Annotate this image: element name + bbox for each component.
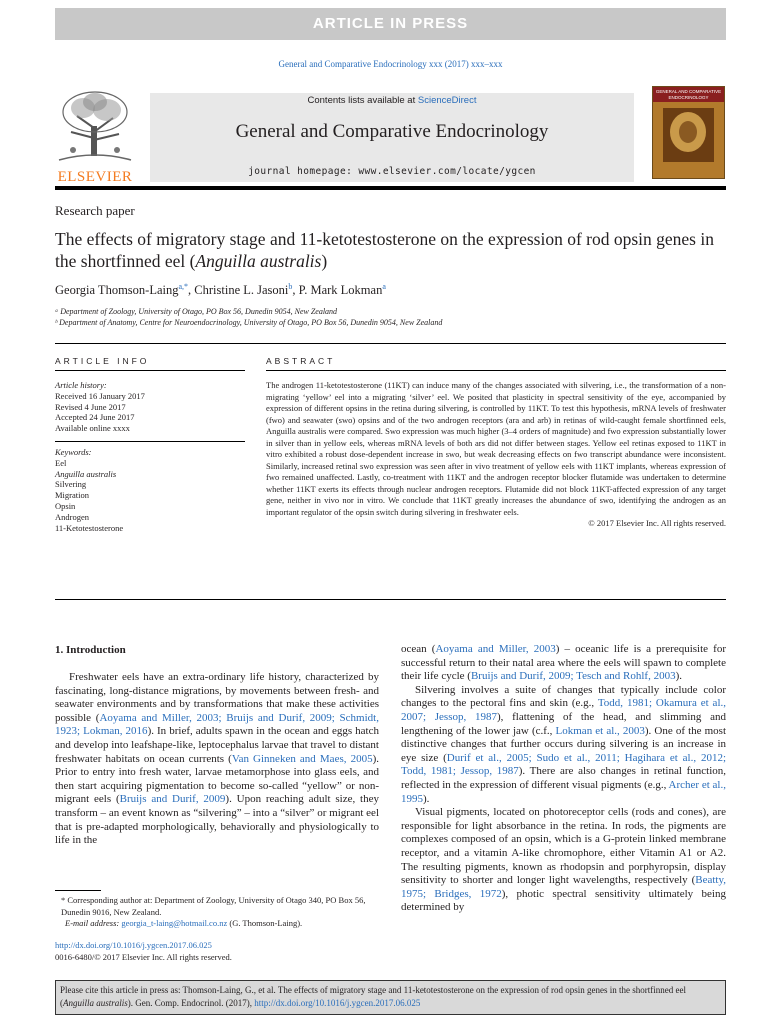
footnote-rule (55, 890, 101, 891)
abstract-body (266, 380, 726, 530)
keywords-rule (55, 441, 245, 442)
abstract-end-rule (55, 599, 726, 600)
keyword-item: Androgen (55, 511, 89, 522)
citation-link[interactable]: Lokman et al., 2003 (555, 724, 645, 737)
keyword-item: Eel (55, 457, 67, 468)
author2-affil-link[interactable]: b (288, 282, 293, 291)
cover-title: GENERAL AND COMPARATIVE ENDOCRINOLOGY (653, 87, 724, 102)
history-accepted: Accepted 24 June 2017 (55, 412, 135, 423)
intro-paragraph (401, 643, 726, 684)
author3-affil-link[interactable]: a (382, 282, 386, 291)
citation-link[interactable]: Durif et al., 2005; Sudo et al., 2011; Hagihara et al., 2012; Todd, 1981; Jessop, 1987 (401, 751, 726, 778)
body-column-right (401, 643, 726, 915)
elsevier-tree-icon (55, 88, 135, 166)
text-run: ) – oceanic life is a prerequisite for successful return to their natal area where the eels will spawn to complete their life cycle ( (401, 643, 727, 683)
journal-reference-link[interactable]: General and Comparative Endocrinology xxx (2017) xxx–xxx (278, 59, 503, 69)
keyword-item: 11-Ketotestosterone (55, 522, 124, 533)
citation-link[interactable]: Beatty, 1975; Bridges, 1972 (401, 874, 726, 900)
text-run: ). In brief, adults spawn in the ocean and eggs hatch and develop into leafshape-like, leptocephalus larvae that travel to distant freshwater habitats on ocean currents ( (55, 725, 379, 765)
citation-link[interactable]: Van Ginneken and Maes, 2005 (231, 752, 373, 765)
text-run: ). Prior to entry into fresh water, larvae metamorphose into glass eels, and then start acquiring pigmentation to become so-called “yellow” or non-migrant eels ( (55, 752, 379, 806)
keywords-label: Keywords: (55, 446, 92, 457)
doi-link[interactable]: http://dx.doi.org/10.1016/j.ygcen.2017.06.025 (55, 940, 212, 950)
text-run: ), flattening of the head, and slimming and lengthening of the lower jaw (c.f., (401, 710, 726, 737)
text-run: ). (675, 670, 683, 683)
abstract-paragraph: The androgen 11-ketotestosterone (11KT) can induce many of the changes associated with silvering, i.e., the transformation of a non-migrating ‘yellow’ eel into a migrating ‘silver’ eel. We posited that plasticity in spectral sensitivity of the eye, accompanied by expression of different opsins in the retina during silvering, is controlled by 11KT. To test this hypothesis, mRNA levels of freshwater (fwo) and seawater (swo) opsins and of the two androgen receptors (ara and arb) in retinas of wild-caught female shortfinned eels, Anguilla australis were compared. Swo expression was much higher (3–4 orders of magnitude) and fwo expression substantially lower in silver than in yellow eels, whereas mRNA levels of both ars did not differ between stages. Yellow eel retinas exposed to 11KT in vitro exhibited a robust dose-dependent increase in swo, but weak decreasing effects on fwo transcript abundance were inconsistent. Similarly, increased retinal swo expression was seen after in vivo treatment of yellow eels with 11KT implants, whereas expression of fwo remained unaffected. Lastly, co-treatment with 11KT and the androgen receptor blocker flutamide was undertaken to determine whether 11KT exerts its effects through nuclear androgen receptors. Flutamide did not block 11KT-affected expression of any target gene, neither in vivo nor in vitro. We conclude that 11KT greatly increases the abundance of swo, identifying the androgen as an important regulator of the opsin switch during silvering in freshwater eels. (266, 380, 726, 517)
cite-text: ). Gen. Comp. Endocrinol. (2017), (127, 998, 255, 1008)
citation-link[interactable]: Todd, 1981; Okamura et al., 2007; Jessop, 1987 (401, 697, 726, 723)
text-run: Visual pigments, located on photoreceptor cells (rods and cones), are responsible for light absorbance in the retina. In rods, the pigments are complexes composed of an opsin, which is a G-protein linked membrane receptor, and a vitamin A-like chromophore, either Vitamin A1 or A2. The resulting pigments, known as rhodopsin and porphyropsin, display sensitivity to shorter and longer light wavelengths, respectively ( (401, 806, 726, 887)
affiliation-a: ᵃ Department of Zoology, University of Otago, PO Box 56, Dunedin 9054, New Zealand (55, 307, 338, 316)
author-jasoni: , Christine L. Jasoni (188, 283, 289, 298)
text-run: ). (423, 792, 430, 805)
text-run: ocean ( (401, 643, 436, 655)
email-line (55, 918, 379, 930)
author-lokman: , P. Mark Lokman (292, 283, 383, 298)
keyword-item: Opsin (55, 500, 76, 511)
citation-box (55, 980, 726, 1015)
author-list (55, 282, 386, 298)
contents-prefix: Contents lists available at (307, 95, 416, 106)
body-column-left (55, 671, 379, 848)
author1-affil-link[interactable]: a,* (178, 282, 189, 291)
history-online: Available online xxxx (55, 423, 130, 434)
citation-link[interactable]: Archer et al., 1995 (401, 778, 726, 805)
affiliation-b: ᵇ Department of Anatomy, Centre for Neuroendocrinology, University of Otago, PO Box 56, Dunedin 9054, New Zealand (55, 318, 443, 327)
keyword-item: Silvering (55, 479, 87, 490)
article-title (55, 228, 715, 272)
abstract-rule (266, 370, 726, 371)
author-thomson-laing: Georgia Thomson-Laing (55, 283, 179, 298)
intro-paragraph (401, 806, 726, 915)
text-run: ). Upon reaching adult size, they transform – an event known as “silvering” – into a “silver” or migrant eel that is pre-adapted morphologically, behaviorally and physiologically to life in the (55, 793, 379, 847)
corresponding-author-footnote (55, 895, 379, 930)
citation-link[interactable]: Bruijs and Durif, 2009 (119, 793, 226, 806)
abstract-copyright: © 2017 Elsevier Inc. All rights reserved. (588, 518, 726, 528)
article-type: Research paper (55, 203, 135, 218)
elsevier-wordmark: ELSEVIER (57, 169, 133, 185)
title-end: ) (321, 251, 328, 271)
intro-paragraph (401, 684, 726, 806)
citation-link[interactable]: Aoyama and Miller, 2003 (435, 643, 556, 655)
text-run: ). There are also changes in retinal function, reflected in the expression of different visual pigments (e.g., (401, 765, 726, 791)
cite-text: Please cite this article in press as: Thomson-Laing, G., et al. The effects of migratory stage and 11-ketotestosterone on the expression of rod opsin genes in the shortfinned eel ( (60, 985, 687, 1008)
article-info-heading: ARTICLE INFO (55, 356, 150, 366)
section-heading-introduction: 1. Introduction (55, 644, 126, 656)
history-received: Received 16 January 2017 (55, 390, 145, 401)
abstract-heading: ABSTRACT (266, 356, 336, 366)
keyword-item: Migration (55, 490, 89, 501)
keyword-item: Anguilla australis (55, 468, 117, 479)
email-link[interactable]: georgia_t-laing@hotmail.co.nz (121, 918, 228, 928)
article-in-press-banner: ARTICLE IN PRESS (55, 8, 726, 40)
journal-homepage[interactable]: journal homepage: www.elsevier.com/locate/ygcen (248, 166, 536, 177)
text-run: Freshwater eels have an extra-ordinary life history, characterized by fascinating, long-distance migrations, by movements between fresh- and seawater environments and by transformations that make these activities possible ( (55, 671, 379, 724)
elsevier-logo (55, 88, 135, 185)
text-run: ), photic spectral sensitivity ultimately being determined by (401, 887, 726, 914)
doi-block (55, 940, 379, 963)
article-info-column (55, 380, 245, 533)
front-matter-rule (55, 343, 726, 344)
history-label: Article history: (55, 380, 107, 390)
intro-paragraph (55, 671, 379, 848)
cite-species: Anguilla australis (63, 998, 128, 1008)
email-name: (G. Thomson-Laing). (227, 918, 303, 928)
corresponding-author-text: * Corresponding author at: Department of Zoology, University of Otago 340, PO Box 56, Dunedin 9016, New Zealand. (61, 895, 366, 917)
text-run: Silvering involves a suite of changes that typically include color changes to the pectoral fins and skin (e.g., (401, 683, 726, 710)
history-revised: Revised 4 June 2017 (55, 401, 126, 412)
contents-line (150, 95, 634, 106)
article-info-rule (55, 370, 245, 371)
citation-link[interactable]: Bruijs and Durif, 2009; Tesch and Rohlf, 2003 (470, 670, 676, 683)
sciencedirect-link[interactable]: ScienceDirect (417, 95, 477, 106)
cite-doi-link[interactable]: http://dx.doi.org/10.1016/j.ygcen.2017.06.025 (254, 998, 421, 1008)
journal-name: General and Comparative Endocrinology (235, 121, 549, 142)
header-rule (55, 186, 726, 190)
text-run: ). One of the most distinctive changes that further occurs during silvering is an increase in eye size ( (401, 724, 727, 764)
title-species: Anguilla australis (195, 251, 322, 271)
journal-cover-thumbnail (652, 86, 725, 179)
issn-line: 0016-6480/© 2017 Elsevier Inc. All rights reserved. (55, 951, 232, 962)
title-main: The effects of migratory stage and 11-ketotestosterone on the expression of rod opsin genes in the shortfinned eel ( (55, 229, 714, 271)
cover-image-icon (653, 102, 724, 172)
citation-link[interactable]: Aoyama and Miller, 2003; Bruijs and Durif, 2009; Schmidt, 1923; Lokman, 2016 (55, 711, 379, 738)
email-label: E-mail address: (65, 918, 122, 928)
